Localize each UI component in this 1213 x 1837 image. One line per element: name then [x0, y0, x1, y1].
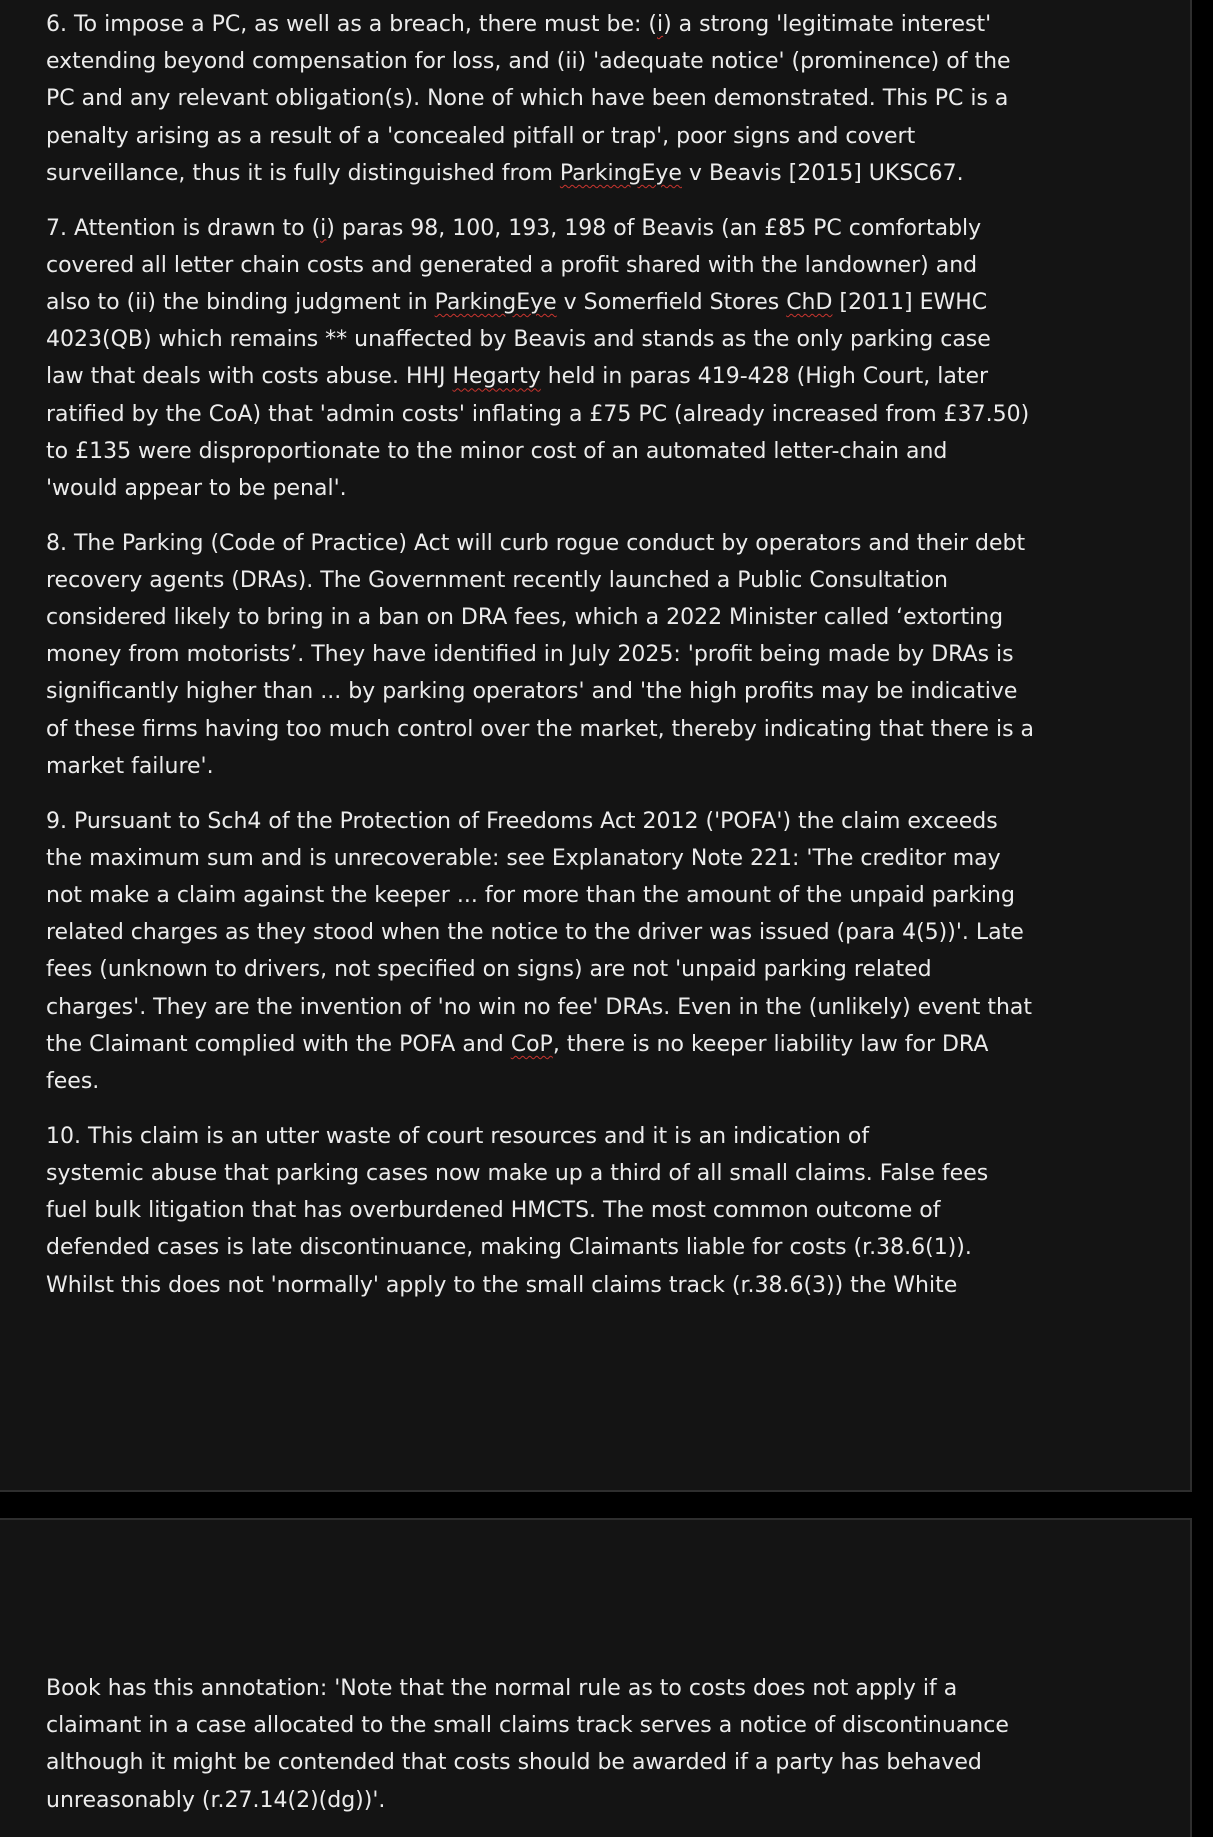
paragraph: [46, 803, 1056, 1101]
text-run: surveillance, thus it is fully distinguished from: [46, 160, 560, 186]
text-run: fees.: [46, 1068, 100, 1094]
text-line: [46, 247, 1056, 284]
text-line: [46, 284, 1056, 321]
text-line: [46, 914, 1056, 951]
text-run: Book has this annotation: 'Note that the normal rule as to costs does not apply if a: [46, 1676, 958, 1701]
text-run: 10. This claim is an utter waste of court resources and it is an indication of: [46, 1123, 870, 1149]
text-line: [46, 877, 1056, 914]
text-line: [46, 358, 1056, 395]
text-line: [46, 1707, 1056, 1744]
text-line: [46, 433, 1056, 470]
text-line: [46, 599, 1056, 636]
text-run: the maximum sum and is unrecoverable: see Explanatory Note 221: 'The creditor may: [46, 845, 1001, 871]
text-line: [46, 1267, 1056, 1304]
text-run: fuel bulk litigation that has overburdened HMCTS. The most common outcome of: [46, 1198, 941, 1224]
spelling-flagged-word: CoP: [510, 1031, 553, 1057]
text-line: [46, 210, 1056, 247]
text-line: [46, 1670, 1056, 1707]
spelling-flagged-word: ParkingEye: [434, 289, 557, 315]
text-run: significantly higher than ... by parking operators' and 'the high profits may be indicative: [46, 679, 1018, 705]
text-line: [46, 1744, 1056, 1781]
text-run: 9. Pursuant to Sch4 of the Protection of Freedoms Act 2012 ('POFA') the claim exceeds: [46, 808, 998, 834]
text-run: ratified by the CoA) that 'admin costs' inflating a £75 PC (already increased from £37.50): [46, 401, 1030, 427]
text-run: PC and any relevant obligation(s). None of which have been demonstrated. This PC is a: [46, 86, 1009, 112]
text-run: to £135 were disproportionate to the minor cost of an automated letter-chain and: [46, 438, 948, 464]
spelling-flagged-word: i: [320, 215, 327, 241]
text-run: Whilst this does not 'normally' apply to the small claims track (r.38.6(3)) the White: [46, 1272, 958, 1298]
paragraph: [46, 525, 1056, 785]
text-line: [46, 636, 1056, 673]
text-run: [2011] EWHC: [832, 289, 988, 315]
text-line: [46, 43, 1056, 80]
text-line: [46, 711, 1056, 748]
paragraph: [46, 6, 1056, 192]
text-run: unreasonably (r.27.14(2)(dg))'.: [46, 1787, 386, 1813]
text-line: [46, 118, 1056, 155]
text-line: [46, 1155, 1056, 1192]
text-run: of these firms having too much control over the market, thereby indicating that there is a: [46, 716, 1035, 742]
text-run: 'would appear to be penal'.: [46, 475, 347, 501]
text-line: [46, 989, 1056, 1026]
text-line: [46, 1063, 1056, 1100]
text-line: [46, 6, 1056, 43]
text-run: held in paras 419-428 (High Court, later: [540, 364, 989, 390]
text-run: defended cases is late discontinuance, making Claimants liable for costs (r.38.6(1)).: [46, 1235, 972, 1261]
text-run: v Somerfield Stores: [556, 289, 787, 315]
text-run: extending beyond compensation for loss, and (ii) 'adequate notice' (prominence) of the: [46, 49, 1011, 75]
text-run: covered all letter chain costs and generated a profit shared with the landowner) and: [46, 252, 978, 278]
text-line: [46, 1192, 1056, 1229]
text-line: [46, 1782, 1056, 1819]
text-line: [46, 1118, 1056, 1155]
text-line: [46, 562, 1056, 599]
text-run: 6. To impose a PC, as well as a breach, there must be: (: [46, 12, 657, 37]
text-line: [46, 840, 1056, 877]
text-run: market failure'.: [46, 753, 214, 779]
spelling-flagged-word: i: [656, 12, 664, 37]
text-run: v Beavis [2015] UKSC67.: [681, 160, 964, 186]
text-line: [46, 470, 1056, 507]
paragraph: [46, 1118, 1056, 1304]
text-run: claimant in a case allocated to the small claims track serves a notice of discontinuance: [46, 1713, 1009, 1739]
text-run: not make a claim against the keeper ... for more than the amount of the unpaid parking: [46, 882, 1015, 908]
text-run: 7. Attention is drawn to (: [46, 215, 321, 241]
text-run: considered likely to bring in a ban on DRA fees, which a 2022 Minister called ‘extorting: [46, 605, 1004, 631]
text-line: [46, 80, 1056, 117]
page-1-body[interactable]: [46, 6, 1056, 1321]
text-run: the Claimant complied with the POFA and: [46, 1031, 511, 1057]
spelling-flagged-word: Hegarty: [452, 364, 541, 390]
spelling-flagged-word: ChD: [786, 289, 833, 315]
text-run: 8. The Parking (Code of Practice) Act will curb rogue conduct by operators and their debt: [46, 530, 1026, 556]
text-run: law that deals with costs abuse. HHJ: [46, 364, 453, 390]
page-2-body[interactable]: [46, 1670, 1056, 1836]
text-run: fees (unknown to drivers, not specified on signs) are not 'unpaid parking related: [46, 957, 932, 983]
text-run: charges'. They are the invention of 'no win no fee' DRAs. Even in the (unlikely) event that: [46, 994, 1032, 1020]
text-run: related charges as they stood when the notice to the driver was issued (para 4(5))'. Late: [46, 920, 1024, 946]
text-line: [46, 321, 1056, 358]
text-line: [46, 803, 1056, 840]
text-run: systemic abuse that parking cases now make up a third of all small claims. False fees: [46, 1160, 989, 1186]
document-page-2: [0, 1518, 1192, 1837]
text-line: [46, 155, 1056, 192]
text-line: [46, 1026, 1056, 1063]
text-run: ) a strong 'legitimate interest': [663, 12, 992, 37]
text-line: [46, 396, 1056, 433]
text-run: although it might be contended that costs should be awarded if a party has behaved: [46, 1750, 982, 1776]
text-line: [46, 1229, 1056, 1266]
spelling-flagged-word: ParkingEye: [559, 160, 682, 186]
text-run: , there is no keeper liability law for DRA: [552, 1031, 989, 1057]
text-run: ) paras 98, 100, 193, 198 of Beavis (an £85 PC comfortably: [326, 215, 982, 241]
paragraph: [46, 1670, 1056, 1819]
text-run: penalty arising as a result of a 'concealed pitfall or trap', poor signs and covert: [46, 123, 916, 149]
text-run: also to (ii) the binding judgment in: [46, 289, 435, 315]
text-run: 4023(QB) which remains ** unaffected by Beavis and stands as the only parking case: [46, 327, 991, 353]
text-line: [46, 951, 1056, 988]
text-line: [46, 525, 1056, 562]
text-line: [46, 748, 1056, 785]
text-run: money from motorists’. They have identified in July 2025: 'profit being made by DRAs is: [46, 642, 1014, 668]
paragraph: [46, 210, 1056, 508]
text-run: recovery agents (DRAs). The Government recently launched a Public Consultation: [46, 567, 948, 593]
text-line: [46, 673, 1056, 710]
